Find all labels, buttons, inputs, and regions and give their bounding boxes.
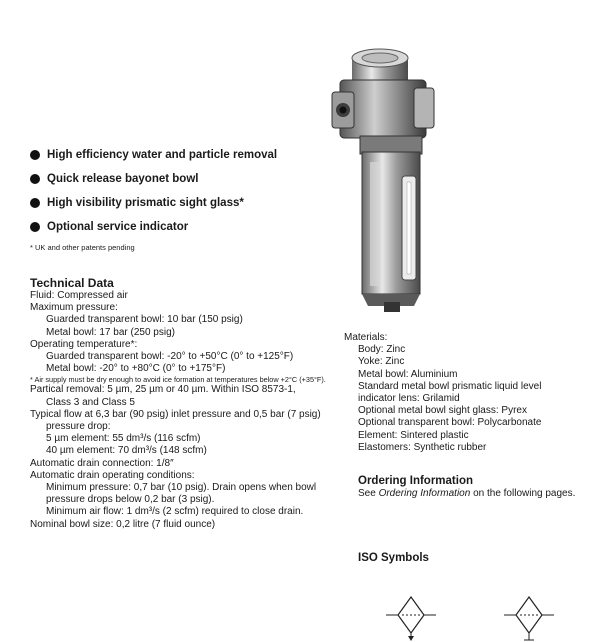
bullet-icon xyxy=(30,222,40,232)
ordering-section xyxy=(358,474,588,500)
min-pressure-cont: pressure drops below 0,2 bar (3 psig). xyxy=(46,494,215,506)
material-metal-bowl: Metal bowl: Aluminium xyxy=(358,368,458,380)
material-body: Body: Zinc xyxy=(358,344,406,356)
partical-removal: Partical removal: 5 µm, 25 µm or 40 µm. Within ISO 8573-1, xyxy=(30,384,296,396)
min-air-flow: Minimum air flow: 1 dm³/s (2 scfm) required to close drain. xyxy=(46,506,304,518)
fluid-line: Fluid: Compressed air xyxy=(30,290,128,301)
ordering-reference: Ordering Information xyxy=(378,488,471,499)
max-pressure-guarded: Guarded transparent bowl: 10 bar (150 psig) xyxy=(46,314,243,326)
iso-symbols-title: ISO Symbols xyxy=(358,552,429,564)
feature-item: High efficiency water and particle removal xyxy=(30,146,277,170)
typical-flow-cont: pressure drop: xyxy=(46,421,111,433)
air-supply-note: * Air supply must be dry enough to avoid ice formation at temperatures below +2°C (+35°F). xyxy=(30,375,326,385)
op-temp-metal: Metal bowl: -20° to +80°C (0° to +175°F) xyxy=(46,363,226,375)
materials-label: Materials: xyxy=(344,332,388,343)
auto-drain-connection: Automatic drain connection: 1/8″ xyxy=(30,457,174,469)
material-element: Element: Sintered plastic xyxy=(358,429,469,441)
technical-data-title: Technical Data xyxy=(30,276,114,290)
material-elastomers: Elastomers: Synthetic rubber xyxy=(358,441,487,453)
bullet-icon xyxy=(30,174,40,184)
max-pressure-label: Maximum pressure: xyxy=(30,302,118,314)
material-optional-sight-glass: Optional metal bowl sight glass: Pyrex xyxy=(358,405,527,417)
patent-note: * UK and other patents pending xyxy=(30,243,135,252)
flow-5um: 5 µm element: 55 dm³/s (116 scfm) xyxy=(46,433,201,445)
material-sight-glass-cont: indicator lens: Grilamid xyxy=(358,393,460,405)
op-temp-guarded: Guarded transparent bowl: -20° to +50°C (0° to +125°F) xyxy=(46,351,294,363)
filter-symbol-icon xyxy=(386,596,436,642)
partical-removal-classes: Class 3 and Class 5 xyxy=(46,396,135,408)
product-image xyxy=(318,44,438,312)
min-pressure: Minimum pressure: 0,7 bar (10 psig). Drain opens when bowl xyxy=(46,482,317,494)
ordering-text: See Ordering Information on the following pages. xyxy=(358,488,576,499)
material-yoke: Yoke: Zinc xyxy=(358,356,405,368)
feature-item: Quick release bayonet bowl xyxy=(30,170,277,194)
nominal-bowl-size: Nominal bowl size: 0,2 litre (7 fluid ounce) xyxy=(30,518,216,530)
feature-item: Optional service indicator xyxy=(30,218,277,242)
ordering-title: Ordering Information xyxy=(358,475,473,487)
typical-flow: Typical flow at 6,3 bar (90 psig) inlet pressure and 0,5 bar (7 psig) xyxy=(30,408,321,420)
bullet-icon xyxy=(30,198,40,208)
material-optional-bowl: Optional transparent bowl: Polycarbonate xyxy=(358,417,542,429)
materials-section xyxy=(344,332,594,454)
feature-list xyxy=(30,146,277,242)
technical-data-section xyxy=(30,276,350,531)
op-temp-label: Operating temperature*: xyxy=(30,338,138,350)
flow-40um: 40 µm element: 70 dm³/s (148 scfm) xyxy=(46,445,207,457)
auto-drain-conditions: Automatic drain operating conditions: xyxy=(30,469,195,481)
bullet-icon xyxy=(30,150,40,160)
filter-symbol-icon xyxy=(504,596,554,642)
max-pressure-metal: Metal bowl: 17 bar (250 psig) xyxy=(46,326,175,338)
feature-item: High visibility prismatic sight glass* xyxy=(30,194,277,218)
material-sight-glass: Standard metal bowl prismatic liquid level xyxy=(358,380,542,392)
